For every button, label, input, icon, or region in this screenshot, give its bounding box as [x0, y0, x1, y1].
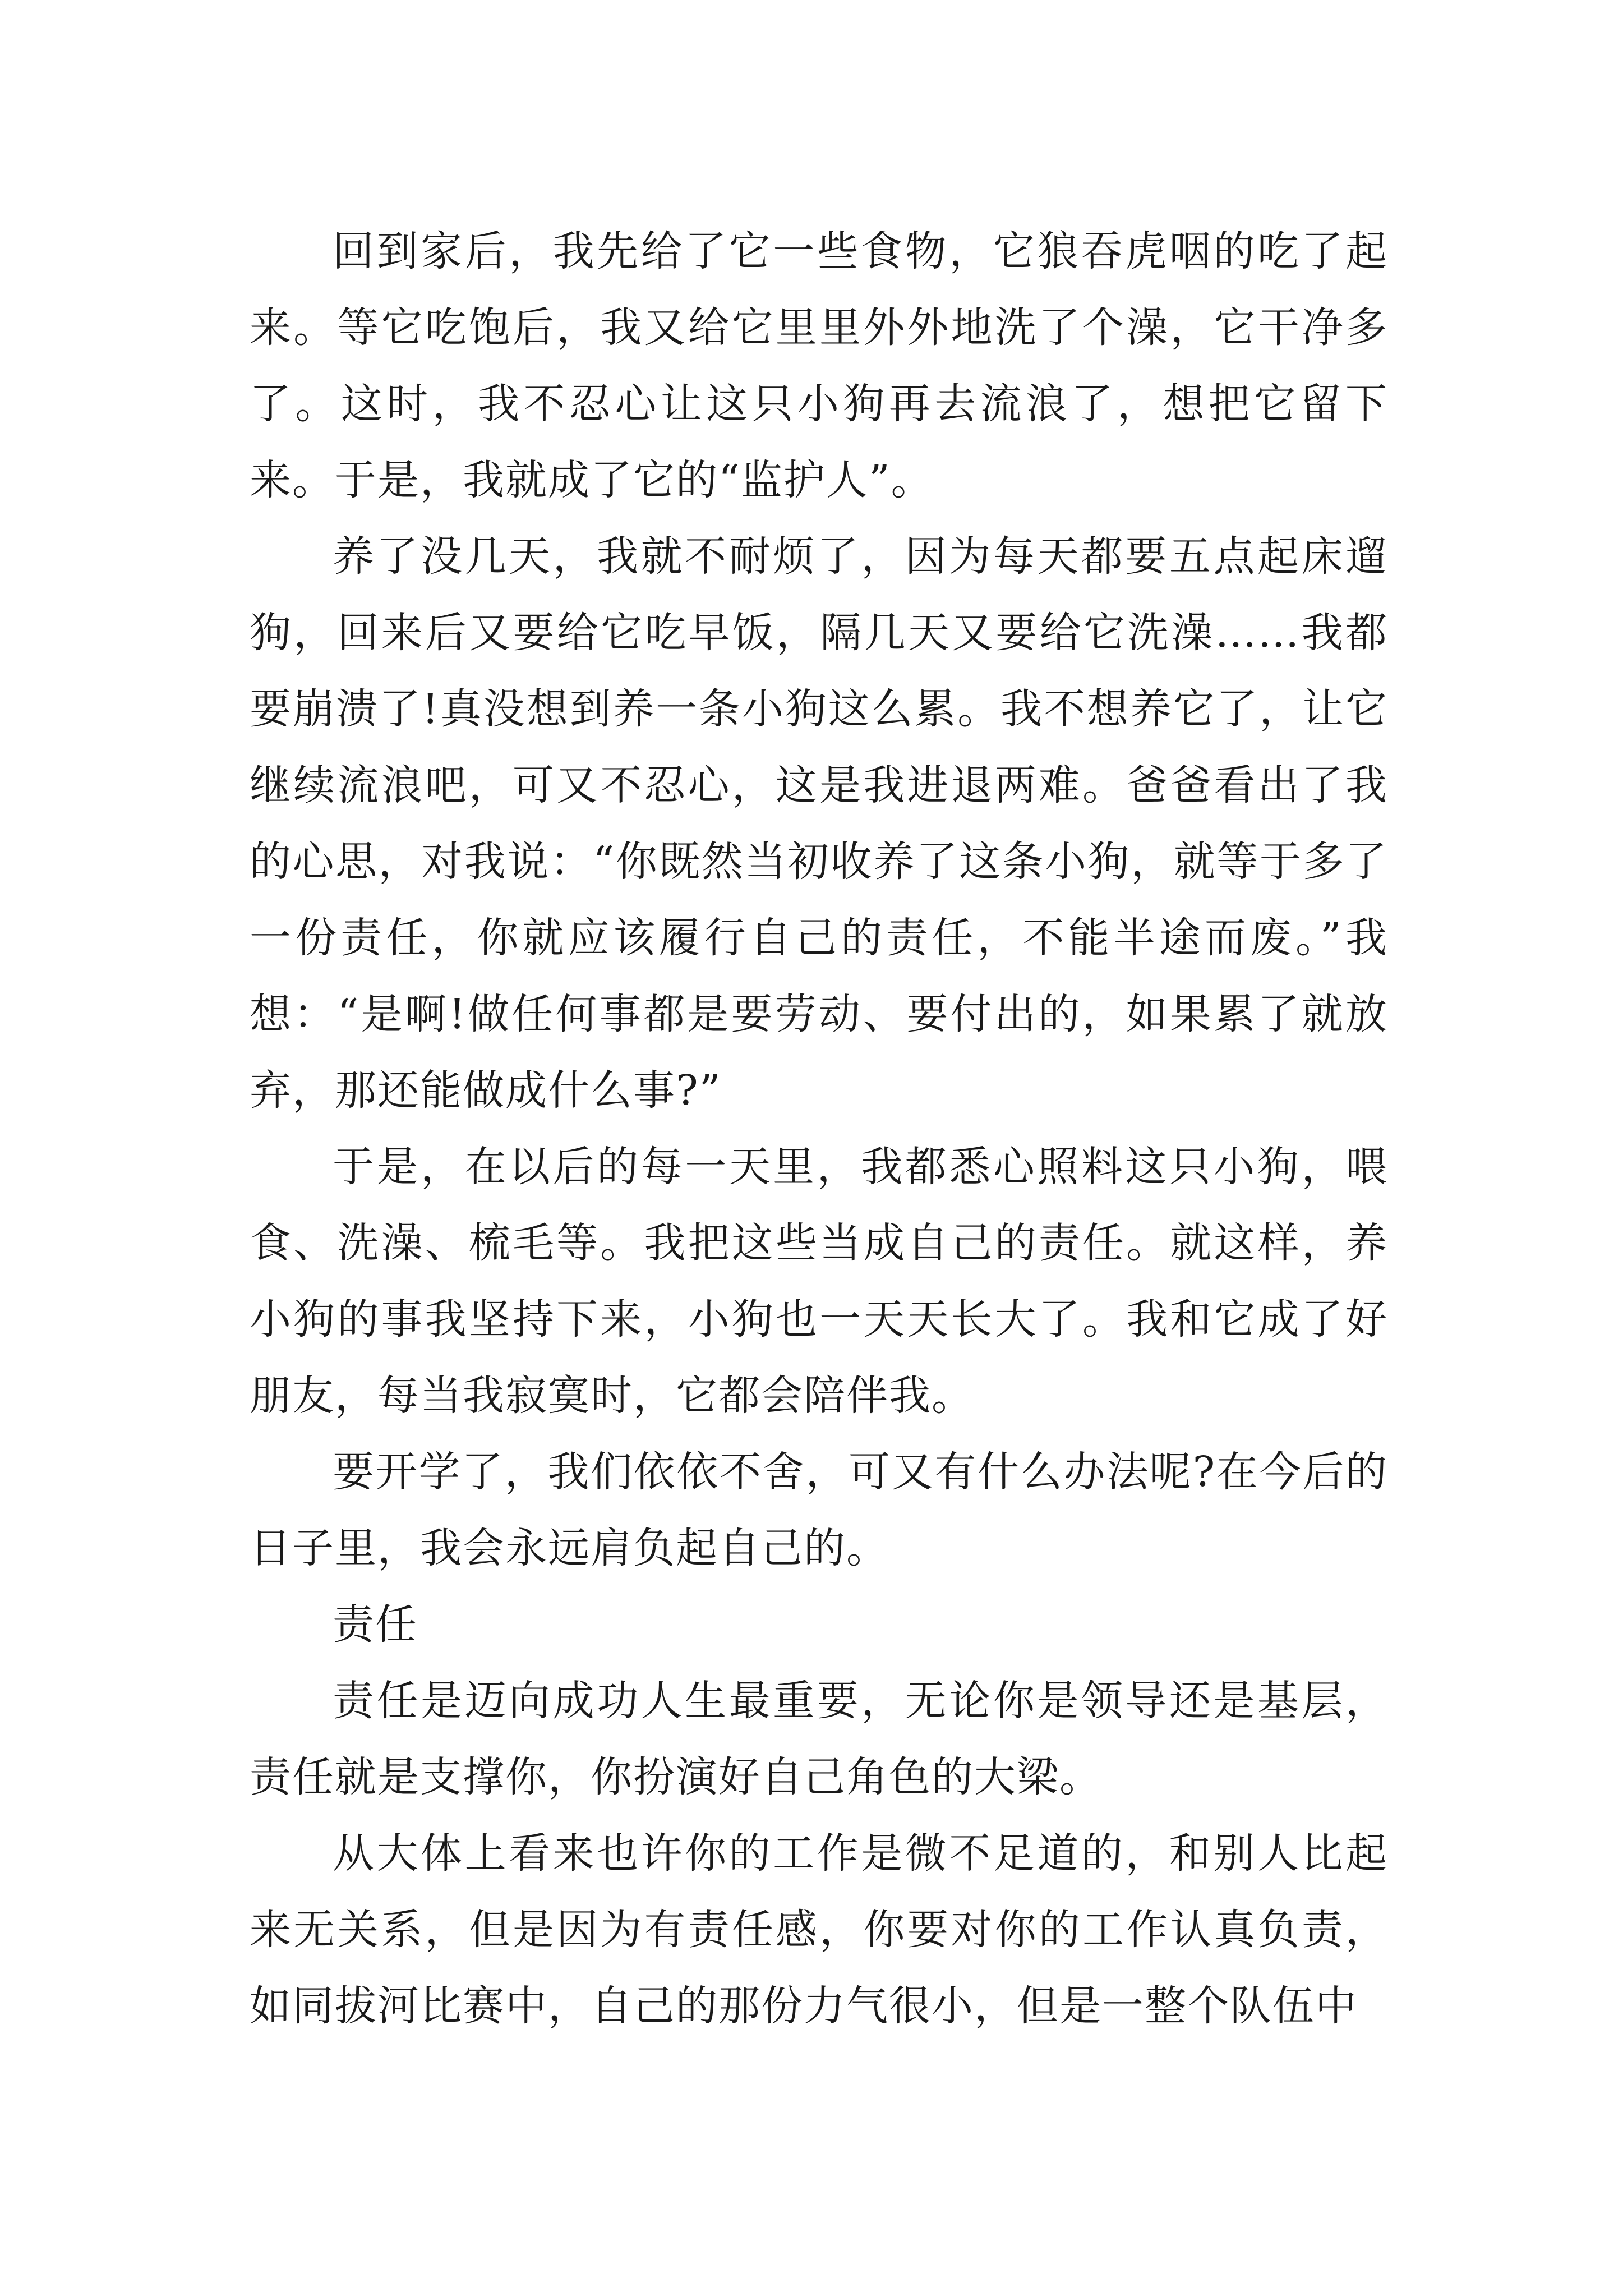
- paragraph-2: 养了没几天，我就不耐烦了，因为每天都要五点起床遛狗，回来后又要给它吃早饭，隔几天又要给它洗澡……我都要崩溃了!真没想到养一条小狗这么累。我不想养它了，让它继续流浪吧，可又不忍心，这是我进退两难。爸爸看出了我的心思，对我说：“你既然当初收养了这条小狗，就等于多了一份责任，你就应该履行自己的责任，不能半途而废。”我想：“是啊!做任何事都是要劳动、要付出的，如果累了就放弃，那还能做成什么事?”: [250, 532, 1388, 1115]
- paragraph-1: 回到家后，我先给了它一些食物，它狼吞虎咽的吃了起来。等它吃饱后，我又给它里里外外地洗了个澡，它干净多了。这时，我不忍心让这只小狗再去流浪了，想把它留下来。于是，我就成了它的“监护人”。: [250, 227, 1388, 504]
- paragraph-5: 责任是迈向成功人生最重要，无论你是领导还是基层，责任就是支撑你，你扮演好自己角色的大梁。: [250, 1677, 1388, 1801]
- paragraph-4: 要开学了，我们依依不舍，可又有什么办法呢?在今后的日子里，我会永远肩负起自己的。: [250, 1448, 1388, 1572]
- paragraph-6: 从大体上看来也许你的工作是微不足道的，和别人比起来无关系，但是因为有责任感，你要对你的工作认真负责，如同拔河比赛中，自己的那份力气很小，但是一整个队伍中: [250, 1829, 1388, 2030]
- paragraph-3: 于是，在以后的每一天里，我都悉心照料这只小狗，喂食、洗澡、梳毛等。我把这些当成自己的责任。就这样，养小狗的事我坚持下来，小狗也一天天长大了。我和它成了好朋友，每当我寂寞时，它都会陪伴我。: [250, 1143, 1388, 1420]
- section-heading: 责任: [333, 1600, 418, 1649]
- document-body: [250, 213, 1388, 2044]
